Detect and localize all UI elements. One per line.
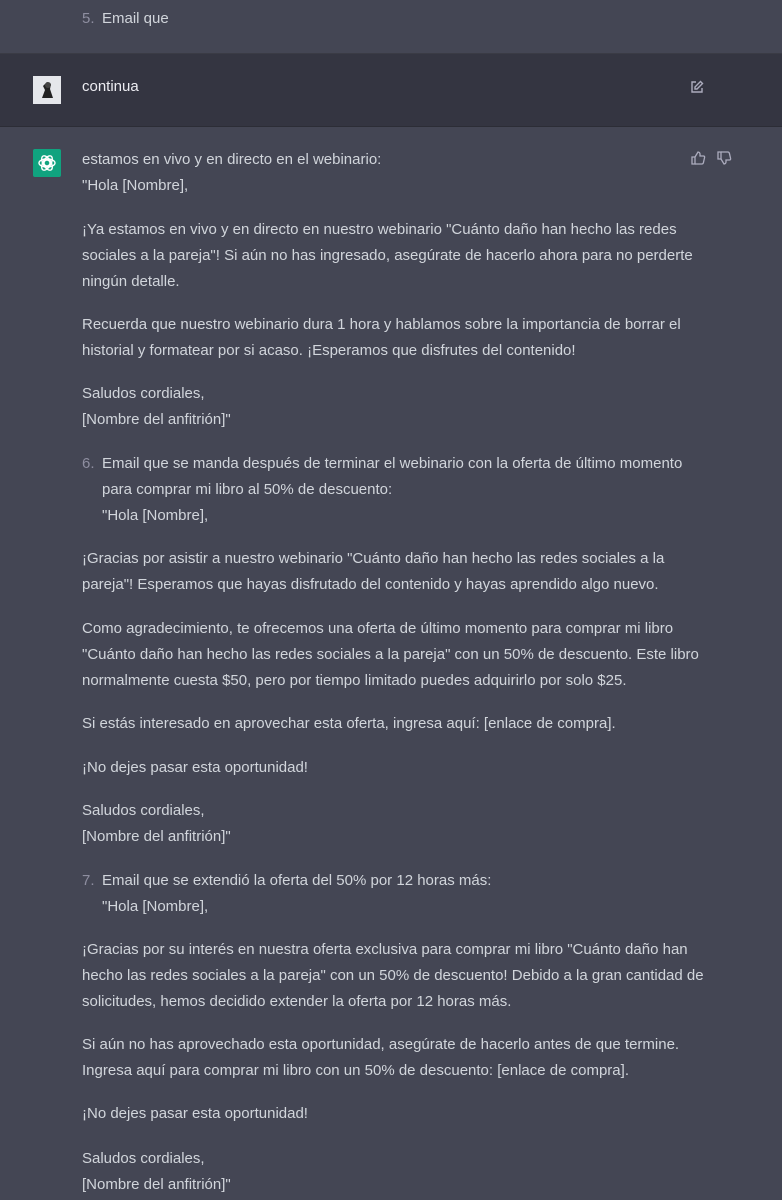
- text-line: Email que se manda después de terminar el webinario con la oferta de último momento: [102, 455, 683, 472]
- text-line: "Hola [Nombre],: [102, 898, 209, 915]
- text-line: Email que se extendió la oferta del 50% por 12 horas más:: [102, 872, 492, 889]
- list-item-7: [82, 871, 491, 891]
- text-line: ¡Gracias por su interés en nuestra oferta exclusiva para comprar mi libro "Cuánto daño han: [82, 941, 688, 958]
- text-line: ningún detalle.: [82, 273, 180, 290]
- text-line: historial y formatear por si acaso. ¡Esperamos que disfrutes del contenido!: [82, 342, 576, 359]
- list-number: 7.: [82, 872, 95, 889]
- text-line: Saludos cordiales,: [82, 385, 205, 402]
- user-message-text: continua: [82, 78, 139, 95]
- text-line: para comprar mi libro al 50% de descuento:: [102, 481, 393, 498]
- text-line: normalmente cuesta $50, pero por tiempo limitado puedes adquirirlo por solo $25.: [82, 672, 627, 689]
- edit-icon[interactable]: [689, 79, 705, 95]
- text-line: Recuerda que nuestro webinario dura 1 hora y hablamos sobre la importancia de borrar el: [82, 316, 681, 333]
- text-line: ¡No dejes pasar esta oportunidad!: [82, 759, 308, 776]
- text-line: sociales a la pareja"! Si aún no has ingresado, asegúrate de hacerlo ahora para no perderte: [82, 247, 693, 264]
- text-line: Saludos cordiales,: [82, 802, 205, 819]
- text-line: "Hola [Nombre],: [102, 507, 209, 524]
- text-line: pareja"! Esperamos que hayas disfrutado del contenido y hayas aprendido algo nuevo.: [82, 576, 659, 593]
- text-line: ¡No dejes pasar esta oportunidad!: [82, 1105, 308, 1122]
- list-item-text: Email que: [102, 10, 169, 27]
- user-avatar: [33, 76, 61, 104]
- text-line: [Nombre del anfitrión]": [82, 828, 231, 845]
- thumbs-down-icon[interactable]: [716, 150, 732, 166]
- text-line: "Hola [Nombre],: [82, 177, 189, 194]
- text-line: Ingresa aquí para comprar mi libro con un 50% de descuento: [enlace de compra].: [82, 1062, 629, 1079]
- text-line: Saludos cordiales,: [82, 1150, 205, 1167]
- text-line: [Nombre del anfitrión]": [82, 1176, 231, 1193]
- previous-message-tail: [0, 0, 782, 54]
- text-line: ¡Ya estamos en vivo y en directo en nuestro webinario "Cuánto daño han hecho las redes: [82, 221, 677, 238]
- text-line: Si aún no has aprovechado esta oportunidad, asegúrate de hacerlo antes de que termine.: [82, 1036, 680, 1053]
- text-line: estamos en vivo y en directo en el webinario:: [82, 151, 382, 168]
- text-line: hecho las redes sociales a la pareja" con un 50% de descuento! Debido a la gran cantidad de: [82, 967, 704, 984]
- list-number: 6.: [82, 455, 95, 472]
- text-line: solicitudes, hemos decidido extender la oferta por 12 horas más.: [82, 993, 512, 1010]
- list-item-5: [82, 10, 169, 28]
- list-number: 5.: [82, 10, 95, 27]
- text-line: Si estás interesado en aprovechar esta oferta, ingresa aquí: [enlace de compra].: [82, 715, 616, 732]
- chatgpt-logo: [33, 149, 61, 177]
- text-line: ¡Gracias por asistir a nuestro webinario "Cuánto daño han hecho las redes sociales a la: [82, 550, 665, 567]
- thumbs-up-icon[interactable]: [690, 150, 706, 166]
- text-line: "Cuánto daño han hecho las redes sociales a la pareja" con un 50% de descuento. Este libro: [82, 646, 699, 663]
- text-line: Como agradecimiento, te ofrecemos una oferta de último momento para comprar mi libro: [82, 620, 674, 637]
- list-item-6: [82, 454, 682, 474]
- text-line: [Nombre del anfitrión]": [82, 411, 231, 428]
